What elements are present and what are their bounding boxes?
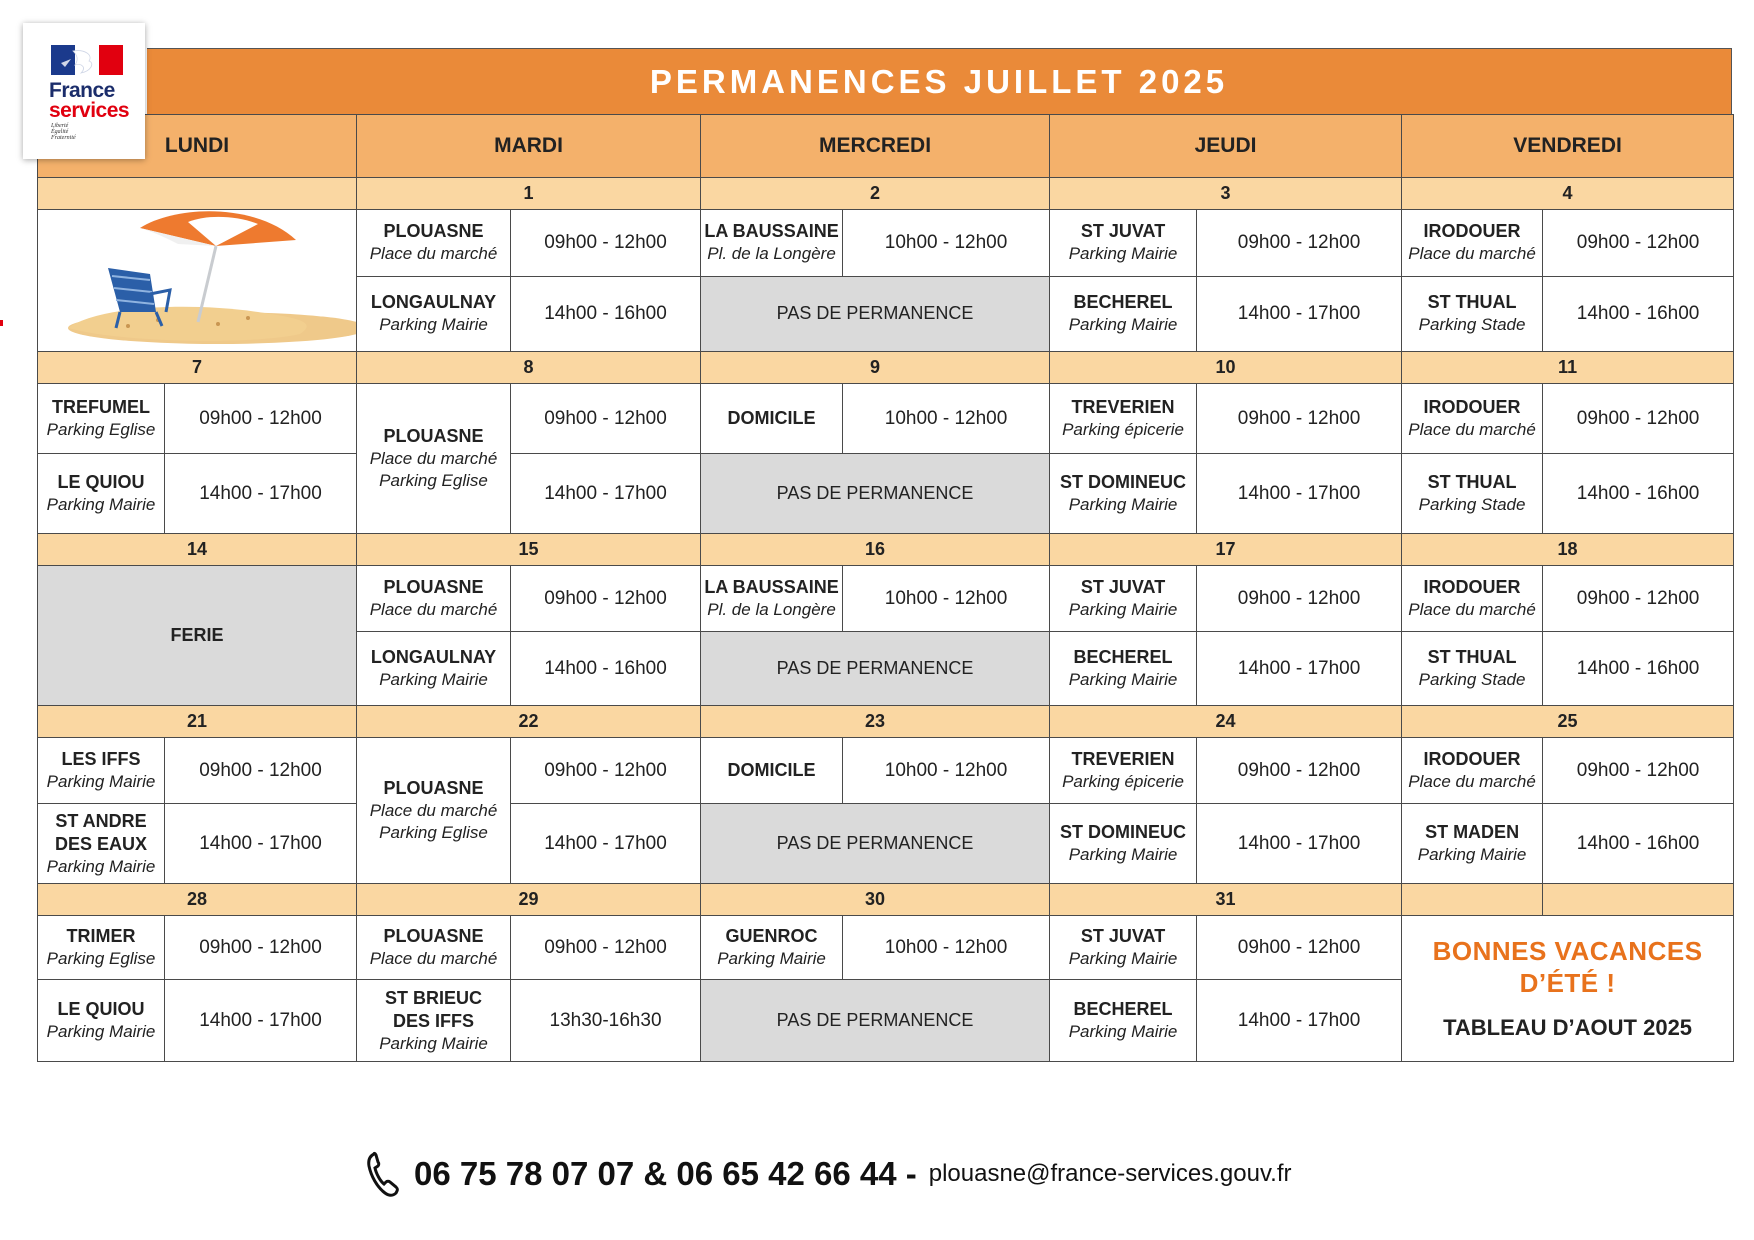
date-cell: 11 xyxy=(1402,352,1734,384)
time-cell: 14h00 - 16h00 xyxy=(511,276,701,351)
time-cell: 09h00 - 12h00 xyxy=(1543,738,1734,804)
place-name: ST DOMINEUC xyxy=(1060,472,1187,492)
place-cell xyxy=(1050,454,1197,534)
place-name: ST THUAL xyxy=(1427,292,1517,313)
time-cell: 14h00 - 17h00 xyxy=(511,454,701,534)
time-cell: 14h00 - 17h00 xyxy=(1197,276,1402,351)
date-row xyxy=(38,352,1734,384)
place-cell xyxy=(357,566,511,632)
place-name: IRODOUER xyxy=(1423,577,1521,597)
place-location: Place du marché xyxy=(369,949,498,968)
time-cell: 14h00 - 17h00 xyxy=(165,804,357,884)
logo-text-france: France xyxy=(49,79,115,102)
place-location: Parking Mairie xyxy=(46,495,156,514)
summer-message xyxy=(1402,916,1734,1062)
place-cell xyxy=(38,738,165,804)
place-cell xyxy=(357,210,511,277)
phone-icon xyxy=(366,1151,400,1197)
date-cell: 7 xyxy=(38,352,357,384)
place-location: Parking épicerie xyxy=(1062,420,1184,439)
morning-row xyxy=(38,566,1734,632)
time-cell: 10h00 - 12h00 xyxy=(843,210,1050,277)
no-permanence-cell: PAS DE PERMANENCE xyxy=(701,454,1050,534)
place-cell xyxy=(357,384,511,534)
phone-numbers: 06 75 78 07 07 & 06 65 42 66 44 - xyxy=(414,1155,917,1192)
date-cell: 4 xyxy=(1402,178,1734,210)
place-name: TRIMER xyxy=(66,926,136,946)
place-name: PLOUASNE xyxy=(383,426,484,446)
place-name: IRODOUER xyxy=(1423,749,1521,769)
day-header-mercredi: MERCREDI xyxy=(701,115,1050,178)
place-location: Parking Mairie xyxy=(717,949,826,968)
place-location: Place du marché xyxy=(369,600,498,619)
place-name: BECHEREL xyxy=(1073,999,1173,1019)
no-permanence-cell: PAS DE PERMANENCE xyxy=(701,804,1050,884)
time-cell: 09h00 - 12h00 xyxy=(165,916,357,980)
place-location: Parking Mairie xyxy=(46,856,156,876)
place-location: Parking Stade xyxy=(1418,670,1526,689)
place-name: GUENROC xyxy=(725,926,818,946)
place-location: Pl. de la Longère xyxy=(707,244,836,264)
place-location: Place du marché xyxy=(1408,772,1536,791)
place-name: PLOUASNE xyxy=(383,221,484,242)
no-permanence-cell: PAS DE PERMANENCE xyxy=(701,632,1050,706)
day-header-row xyxy=(38,115,1734,178)
time-cell: 09h00 - 12h00 xyxy=(511,384,701,454)
place-location: Place du marché xyxy=(1408,244,1536,264)
contact-footer xyxy=(366,1148,1292,1200)
morning-row xyxy=(38,738,1734,804)
date-cell: 31 xyxy=(1050,884,1402,916)
date-cell: 22 xyxy=(357,706,701,738)
time-cell: 14h00 - 16h00 xyxy=(1543,454,1734,534)
date-cell: 30 xyxy=(701,884,1050,916)
date-cell: 10 xyxy=(1050,352,1402,384)
place-name: ST THUAL xyxy=(1427,647,1517,667)
place-name: LE QUIOU xyxy=(57,472,145,492)
place-name: LE QUIOU xyxy=(57,999,145,1019)
summer-greeting: BONNES VACANCES xyxy=(1432,935,1703,966)
place-cell xyxy=(1050,632,1197,706)
email-link[interactable]: plouasne@france-services.gouv.fr xyxy=(928,1160,1292,1187)
place-cell xyxy=(1050,916,1197,980)
place-cell xyxy=(357,980,511,1062)
place-location: Parking Eglise xyxy=(46,420,156,439)
schedule-table xyxy=(37,114,1734,1062)
place-name: LES IFFS xyxy=(61,749,141,769)
time-cell: 09h00 - 12h00 xyxy=(1197,210,1402,277)
day-header-mardi: MARDI xyxy=(357,115,701,178)
place-name: ST DOMINEUC xyxy=(1060,822,1187,842)
date-cell: 16 xyxy=(701,534,1050,566)
place-cell xyxy=(38,454,165,534)
date-cell: 29 xyxy=(357,884,701,916)
logo-text-services: services xyxy=(49,99,130,122)
morning-row xyxy=(38,916,1734,980)
time-cell: 09h00 - 12h00 xyxy=(1197,384,1402,454)
time-cell: 09h00 - 12h00 xyxy=(1543,566,1734,632)
place-location: Parking Mairie xyxy=(1068,315,1178,335)
place-name: ST THUAL xyxy=(1427,472,1517,492)
place-location: Parking Mairie xyxy=(379,315,488,335)
motto-line: Égalité xyxy=(51,129,69,135)
holiday-cell: FERIE xyxy=(38,566,357,706)
date-cell xyxy=(1402,884,1543,916)
place-name: PLOUASNE xyxy=(383,926,484,946)
place-name: LONGAULNAY xyxy=(370,647,497,667)
day-header-jeudi: JEUDI xyxy=(1050,115,1402,178)
place-location: Parking Stade xyxy=(1418,495,1526,514)
place-name: IRODOUER xyxy=(1423,221,1521,242)
time-cell: 10h00 - 12h00 xyxy=(843,738,1050,804)
place-cell xyxy=(1050,210,1197,277)
time-cell: 10h00 - 12h00 xyxy=(843,566,1050,632)
place-name: ST MADEN xyxy=(1425,822,1520,842)
place-location: Parking Mairie xyxy=(1068,495,1178,514)
date-cell: 8 xyxy=(357,352,701,384)
place-location: Parking Mairie xyxy=(1068,1022,1178,1041)
date-cell: 15 xyxy=(357,534,701,566)
time-cell: 14h00 - 16h00 xyxy=(1543,276,1734,351)
time-cell: 14h00 - 17h00 xyxy=(165,980,357,1062)
place-location: Parking Mairie xyxy=(1068,244,1178,264)
no-permanence-cell: PAS DE PERMANENCE xyxy=(701,276,1050,351)
time-cell: 14h00 - 17h00 xyxy=(1197,454,1402,534)
place-location: Parking Mairie xyxy=(46,1022,156,1041)
place-cell xyxy=(38,384,165,454)
place-cell xyxy=(701,566,843,632)
place-cell xyxy=(1402,454,1543,534)
place-name: DOMICILE xyxy=(727,760,816,780)
place-cell xyxy=(357,276,511,351)
time-cell: 14h00 - 16h00 xyxy=(1543,632,1734,706)
morning-row xyxy=(38,210,1734,277)
place-location: Pl. de la Longère xyxy=(707,600,836,619)
time-cell: 09h00 - 12h00 xyxy=(165,738,357,804)
time-cell: 14h00 - 17h00 xyxy=(165,454,357,534)
place-name: LA BAUSSAINE xyxy=(704,221,839,242)
place-cell xyxy=(38,916,165,980)
no-permanence-cell: PAS DE PERMANENCE xyxy=(701,980,1050,1062)
place-location: Parking Mairie xyxy=(1068,845,1178,864)
date-cell: 17 xyxy=(1050,534,1402,566)
place-cell xyxy=(1402,566,1543,632)
france-services-logo xyxy=(23,23,145,159)
place-name: ST JUVAT xyxy=(1080,577,1166,597)
time-cell: 10h00 - 12h00 xyxy=(843,916,1050,980)
date-row xyxy=(38,706,1734,738)
date-cell: 24 xyxy=(1050,706,1402,738)
page-title: PERMANENCES JUILLET 2025 xyxy=(147,48,1732,114)
place-name: ST BRIEUC xyxy=(385,987,483,1008)
time-cell: 09h00 - 12h00 xyxy=(1543,384,1734,454)
place-location: Place du marché xyxy=(1408,600,1536,619)
edge-mark xyxy=(0,320,3,326)
date-row xyxy=(38,178,1734,210)
place-location: Parking Mairie xyxy=(1068,600,1178,619)
time-cell: 09h00 - 12h00 xyxy=(165,384,357,454)
place-location: Place du marché xyxy=(369,244,498,264)
time-cell: 13h30-16h30 xyxy=(511,980,701,1062)
time-cell: 10h00 - 12h00 xyxy=(843,384,1050,454)
place-location: Parking Mairie xyxy=(379,1033,488,1053)
place-cell xyxy=(1050,566,1197,632)
summer-greeting: D’ÉTÉ ! xyxy=(1519,967,1616,998)
place-name: TREFUMEL xyxy=(52,397,150,417)
motto-line: Liberté xyxy=(51,123,69,129)
afternoon-row xyxy=(38,804,1734,884)
place-name: DES IFFS xyxy=(393,1010,475,1031)
place-cell xyxy=(1050,276,1197,351)
time-cell: 09h00 - 12h00 xyxy=(511,210,701,277)
place-cell xyxy=(1402,738,1543,804)
morning-row xyxy=(38,384,1734,454)
marianne-flag-icon xyxy=(51,45,123,75)
place-name: LONGAULNAY xyxy=(370,292,497,313)
place-name: PLOUASNE xyxy=(383,577,484,597)
place-cell xyxy=(1402,384,1543,454)
date-cell: 3 xyxy=(1050,178,1402,210)
place-location: Parking Mairie xyxy=(379,670,488,689)
time-cell: 14h00 - 17h00 xyxy=(511,804,701,884)
date-cell: 1 xyxy=(357,178,701,210)
place-name: ST ANDRE xyxy=(55,810,147,831)
time-cell: 14h00 - 17h00 xyxy=(1197,632,1402,706)
place-cell xyxy=(701,916,843,980)
place-location: Parking épicerie xyxy=(1062,772,1184,791)
place-location: Place du marché xyxy=(1408,420,1536,439)
date-row xyxy=(38,534,1734,566)
place-name: LA BAUSSAINE xyxy=(704,577,839,597)
place-location: Parking Eglise xyxy=(46,949,156,968)
date-cell: 14 xyxy=(38,534,357,566)
place-location: Parking Mairie xyxy=(1068,949,1178,968)
date-cell: 9 xyxy=(701,352,1050,384)
place-cell xyxy=(1050,980,1197,1062)
place-cell xyxy=(357,738,511,884)
date-cell xyxy=(1543,884,1734,916)
place-name: DOMICILE xyxy=(727,408,816,428)
place-cell xyxy=(357,632,511,706)
place-cell xyxy=(1402,804,1543,884)
motto-line: Fraternité xyxy=(51,135,76,141)
place-cell xyxy=(357,916,511,980)
date-cell: 18 xyxy=(1402,534,1734,566)
place-cell xyxy=(1050,384,1197,454)
place-cell xyxy=(701,384,843,454)
place-location: Parking Mairie xyxy=(46,772,156,791)
place-location: Parking Mairie xyxy=(1417,845,1527,864)
place-location: Place du marché xyxy=(369,801,498,820)
place-name: DES EAUX xyxy=(54,833,148,854)
place-cell xyxy=(701,738,843,804)
day-header-lundi: LUNDI xyxy=(38,115,357,178)
place-name: TREVERIEN xyxy=(1071,397,1175,417)
place-cell xyxy=(38,804,165,884)
place-cell xyxy=(1402,632,1543,706)
time-cell: 09h00 - 12h00 xyxy=(1197,916,1402,980)
beach-umbrella-icon xyxy=(38,210,357,346)
place-name: ST JUVAT xyxy=(1080,221,1166,242)
place-cell xyxy=(1402,210,1543,277)
date-row xyxy=(38,884,1734,916)
date-cell: 28 xyxy=(38,884,357,916)
time-cell: 14h00 - 16h00 xyxy=(511,632,701,706)
time-cell: 09h00 - 12h00 xyxy=(511,916,701,980)
time-cell: 14h00 - 17h00 xyxy=(1197,980,1402,1062)
place-location: Place du marché xyxy=(369,449,498,468)
time-cell: 09h00 - 12h00 xyxy=(1197,738,1402,804)
place-cell xyxy=(38,980,165,1062)
place-cell xyxy=(1050,738,1197,804)
time-cell: 14h00 - 17h00 xyxy=(1197,804,1402,884)
logo-motto xyxy=(51,123,76,141)
day-header-vendredi: VENDREDI xyxy=(1402,115,1734,178)
place-name: BECHEREL xyxy=(1073,292,1173,313)
time-cell: 14h00 - 16h00 xyxy=(1543,804,1734,884)
date-cell: 21 xyxy=(38,706,357,738)
beach-illustration xyxy=(38,210,357,352)
time-cell: 09h00 - 12h00 xyxy=(511,566,701,632)
place-name: IRODOUER xyxy=(1423,397,1521,417)
place-name: PLOUASNE xyxy=(383,778,484,798)
time-cell: 09h00 - 12h00 xyxy=(1543,210,1734,277)
place-location: Parking Mairie xyxy=(1068,670,1178,689)
time-cell: 09h00 - 12h00 xyxy=(1197,566,1402,632)
place-cell xyxy=(1050,804,1197,884)
date-cell: 25 xyxy=(1402,706,1734,738)
place-name: ST JUVAT xyxy=(1080,926,1166,946)
place-location: Parking Stade xyxy=(1418,315,1526,335)
date-cell xyxy=(38,178,357,210)
place-location: Parking Eglise xyxy=(379,823,488,842)
place-cell xyxy=(1402,276,1543,351)
date-cell: 2 xyxy=(701,178,1050,210)
place-name: TREVERIEN xyxy=(1071,749,1175,769)
time-cell: 09h00 - 12h00 xyxy=(511,738,701,804)
place-cell xyxy=(701,210,843,277)
afternoon-row xyxy=(38,454,1734,534)
place-name: BECHEREL xyxy=(1073,647,1173,667)
next-table-notice: TABLEAU D’AOUT 2025 xyxy=(1443,1014,1693,1040)
place-location: Parking Eglise xyxy=(379,471,488,490)
date-cell: 23 xyxy=(701,706,1050,738)
